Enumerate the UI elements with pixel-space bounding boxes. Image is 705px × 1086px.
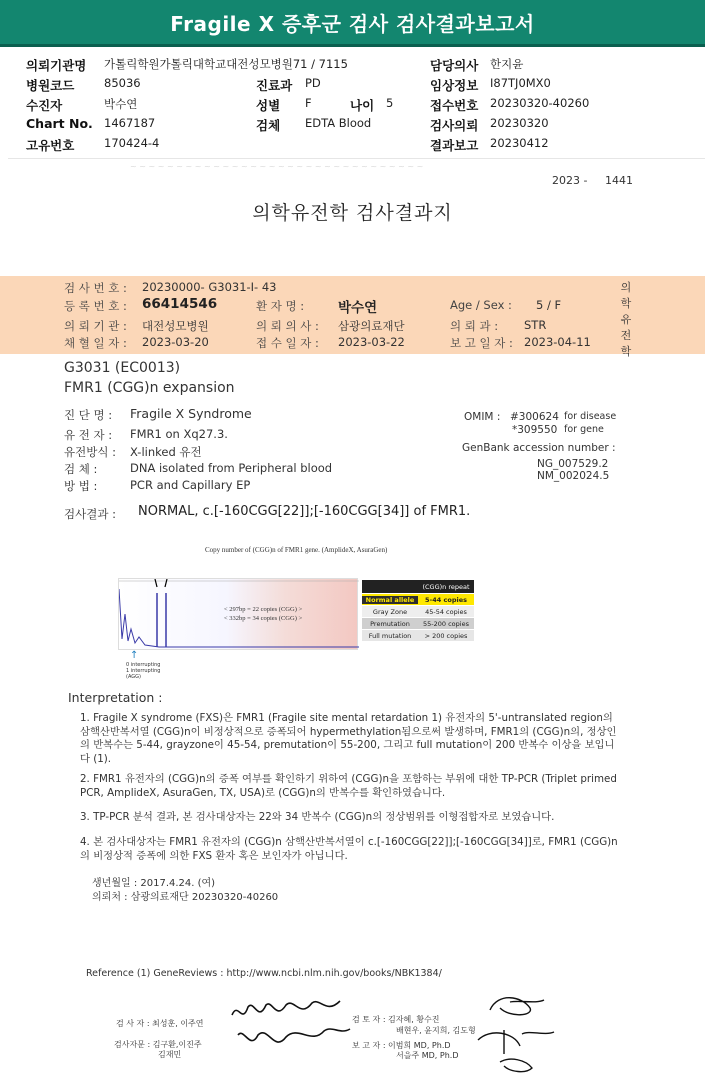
interpretation-p2: 2. FMR1 유전자의 (CGG)n의 증폭 여부를 확인하기 위하여 (CGG)n을 포함하는 부위에 대한 TP-PCR (Triplet primed PCR, AmplideX, AsuraGen, TX, USA)로 (CGG)n의 반복수를 확인하였습니다. — [80, 773, 617, 799]
gene-value: FMR1 on Xq27.3. — [130, 427, 228, 441]
interpretation-heading: Interpretation : — [68, 690, 163, 705]
interpretation-p3: 3. TP-PCR 분석 결과, 본 검사대상자는 22와 34 반복수 (CGG)n의 정상범위를 이형접합자로 보였습니다. — [80, 811, 555, 823]
age-sex-value: 5 / F — [536, 298, 562, 312]
method-label: 방 법 : — [64, 479, 98, 493]
omim-gene: *309550 — [512, 424, 558, 436]
advisor: 검사자문 : 김구환,이진주 — [114, 1040, 202, 1049]
specimen-value: EDTA Blood — [305, 116, 372, 130]
interpretation-p1: 1. Fragile X syndrome (FXS)은 FMR1 (Fragile site mental retardation 1) 유전자의 5'-untranslated region의 삼핵산반복서열 (CGG)n이 비정상적으로 증폭되어 hypermethylation됨으로써 발생하며, FMR1의 (CGG)n의, 정상인의 반복수는 5-44, grayzone이 45-54, premutation이 55-200, 그리고 full mutation이 200 반복수 이상을 보입니다 (1). — [80, 712, 617, 765]
result-label: 검사결과 : — [64, 507, 116, 521]
dx-label: 진 단 명 : — [64, 408, 113, 422]
dx-value: Fragile X Syndrome — [130, 406, 252, 421]
mode-value: X-linked 유전 — [130, 445, 202, 459]
arrow-label: 0 interrupting — [126, 662, 161, 668]
row-name: Full mutation — [368, 631, 412, 640]
header-row — [0, 96, 705, 116]
mode-label: 유전방식 : — [64, 445, 116, 459]
interpretation-p4: 4. 본 검사대상자는 FMR1 유전자의 (CGG)n 삼핵산반복서열이 c.[-160CGG[22]];[-160CGG[34]]로, FMR1 (CGG)n의 비정상적 증폭에 의한 FXS 환자 혹은 보인자가 아닙니다. — [80, 836, 618, 862]
repeat-table-header — [362, 580, 474, 594]
band-receipt-label: 접 수 일 자 : — [256, 336, 319, 350]
advisor-2: 김재민 — [158, 1050, 182, 1059]
band-report-label: 보 고 일 자 : — [450, 336, 513, 350]
request-value: 20230320 — [490, 116, 549, 130]
report-title: Fragile X 증후군 검사 검사결과보고서 — [170, 11, 535, 36]
doc-number-prefix: 2023 - — [552, 174, 588, 187]
clinical-value: I87TJ0MX0 — [490, 76, 551, 90]
age-sex-label: Age / Sex : — [450, 298, 512, 312]
unique-value: 170424-4 — [104, 136, 160, 150]
result-value: NORMAL, c.[-160CGG[22]];[-160CGG[34]] of FMR1. — [138, 504, 471, 519]
clinical-label: 임상정보 — [430, 78, 479, 93]
signature-tester — [228, 995, 358, 1065]
reg-label: 등 록 번 호 : — [64, 299, 127, 313]
specimen-detail-label: 검 체 : — [64, 462, 98, 476]
hospital-code-label: 병원코드 — [26, 78, 75, 93]
repeat-row — [362, 594, 474, 606]
header-row — [0, 56, 705, 76]
repeat-table — [362, 580, 474, 642]
report-value: 20230412 — [490, 136, 549, 150]
band-patient-label: 환 자 명 : — [256, 299, 305, 313]
row-name: Premutation — [370, 619, 410, 628]
sex-label: 성별 — [256, 98, 281, 113]
side-char: 전 — [620, 329, 632, 342]
test-no-value: 20230000- G3031-I- 43 — [142, 280, 277, 294]
band-report-value: 2023-04-11 — [524, 335, 591, 349]
genbank-nm: NM_002024.5 — [537, 470, 610, 482]
row-name: Gray Zone — [372, 607, 408, 616]
band-receipt-value: 2023-03-22 — [338, 335, 405, 349]
side-char: 유 — [620, 313, 632, 326]
reporter: 보 고 자 : 이범희 MD, Ph.D — [352, 1041, 451, 1050]
header-row — [0, 76, 705, 96]
specimen-label: 검체 — [256, 118, 281, 133]
side-char: 의 — [620, 281, 632, 294]
age-value: 5 — [386, 96, 394, 110]
arrow-mark — [155, 579, 157, 587]
repeat-row — [362, 606, 474, 618]
institution-value: 가톨릭학원가톨릭대학교대전성모병원71 / 7115 — [104, 57, 348, 71]
side-char: 학 — [620, 345, 632, 358]
dept-value: PD — [305, 76, 321, 90]
report-header — [0, 52, 705, 152]
faint-header-text: ~ ~ ~ ~ ~ ~ ~ ~ ~ ~ ~ ~ ~ ~ ~ ~ ~ ~ ~ ~ ~ ~ ~ ~ ~ ~ ~ ~ ~ ~ ~ ~ — [130, 162, 424, 170]
gene-label: 유 전 자 : — [64, 428, 113, 442]
figure-caption: Copy number of (CGG)n of FMR1 gene. (AmplideX, AsuraGen) — [205, 546, 388, 554]
doctor-value: 한지윤 — [490, 57, 524, 71]
repeat-row — [362, 618, 474, 630]
row-value: 45-54 copies — [425, 607, 467, 616]
test-name: FMR1 (CGG)n expansion — [64, 380, 235, 396]
annotation-22: < 297bp = 22 copies (CGG) > — [224, 606, 303, 613]
arrow-mark — [165, 579, 167, 587]
header-label: (CGG)n repeat — [422, 582, 470, 591]
arrow-label: (AGG) — [126, 674, 141, 680]
institution-label: 의뢰기관명 — [26, 58, 87, 73]
birth-date: 생년월일 : 2017.4.24. (여) — [92, 878, 216, 889]
method-value: PCR and Capillary EP — [130, 478, 251, 492]
patient-band — [0, 276, 705, 354]
omim-disease: #300624 — [510, 411, 559, 423]
reporter-2: 서을주 MD, Ph.D — [396, 1051, 459, 1060]
band-dept-value: STR — [524, 318, 547, 332]
omim-disease-note: for disease — [564, 411, 617, 422]
patient-value: 박수연 — [104, 97, 138, 111]
doctor-label: 담당의사 — [430, 58, 479, 73]
genbank-ng: NG_007529.2 — [537, 458, 609, 470]
receipt-value: 20230320-40260 — [490, 96, 590, 110]
request-label: 검사의뢰 — [430, 118, 479, 133]
age-label: 나이 — [350, 98, 375, 113]
tester: 검 사 자 : 최성훈, 이주연 — [116, 1019, 204, 1028]
inst-label: 의 뢰 기 관 : — [64, 319, 127, 333]
genbank-label: GenBank accession number : — [462, 442, 616, 454]
test-no-label: 검 사 번 호 : — [64, 281, 127, 295]
reference: Reference (1) GeneReviews : http://www.ncbi.nlm.nih.gov/books/NBK1384/ — [86, 968, 442, 979]
unique-label: 고유번호 — [26, 138, 75, 153]
side-stamp — [620, 280, 632, 360]
reg-value: 66414546 — [142, 296, 218, 312]
signature-reviewer — [470, 990, 560, 1076]
chart-value: 1467187 — [104, 116, 156, 130]
row-value: 55-200 copies — [423, 619, 469, 628]
reviewer: 검 토 자 : 김자혜, 황수진 — [352, 1015, 440, 1024]
receipt-label: 접수번호 — [430, 98, 479, 113]
sex-value: F — [305, 96, 312, 110]
dept-label: 진료과 — [256, 78, 293, 93]
specimen-detail-value: DNA isolated from Peripheral blood — [130, 461, 333, 475]
annotation-34: < 332bp = 34 copies (CGG) > — [224, 615, 303, 622]
band-doctor-value: 삼광의료재단 — [338, 319, 405, 333]
test-code: G3031 (EC0013) — [64, 360, 181, 376]
hospital-code-value: 85036 — [104, 76, 141, 90]
report-title-bar — [0, 0, 705, 47]
patient-label: 수진자 — [26, 98, 63, 113]
reviewer-2: 배현우, 윤지희, 김도형 — [396, 1026, 476, 1035]
header-row — [0, 116, 705, 136]
collect-label: 채 혈 일 자 : — [64, 336, 127, 350]
inst-value: 대전성모병원 — [142, 319, 209, 333]
electropherogram — [118, 578, 358, 650]
omim-gene-note: for gene — [564, 424, 604, 435]
omim-label: OMIM : — [464, 411, 501, 423]
arrow-label: 1 interrupting — [126, 668, 161, 674]
report-label: 결과보고 — [430, 138, 479, 153]
doc-number: 1441 — [605, 174, 633, 187]
header-row — [0, 136, 705, 156]
arrow-up-icon: ↑ — [130, 650, 139, 661]
row-value: > 200 copies — [424, 631, 468, 640]
doc-title: 의학유전학 검사결과지 — [252, 202, 453, 224]
band-dept-label: 의 뢰 과 : — [450, 319, 499, 333]
row-name: Normal allele — [362, 596, 418, 604]
collect-value: 2023-03-20 — [142, 335, 209, 349]
row-value: 5-44 copies — [424, 595, 467, 604]
band-doctor-label: 의 뢰 의 사 : — [256, 319, 319, 333]
band-patient-value: 박수연 — [338, 300, 378, 316]
chart-label: Chart No. — [26, 116, 93, 131]
requester: 의뢰처 : 삼광의료재단 20230320-40260 — [92, 892, 279, 903]
side-char: 학 — [620, 297, 632, 310]
repeat-row — [362, 630, 474, 642]
